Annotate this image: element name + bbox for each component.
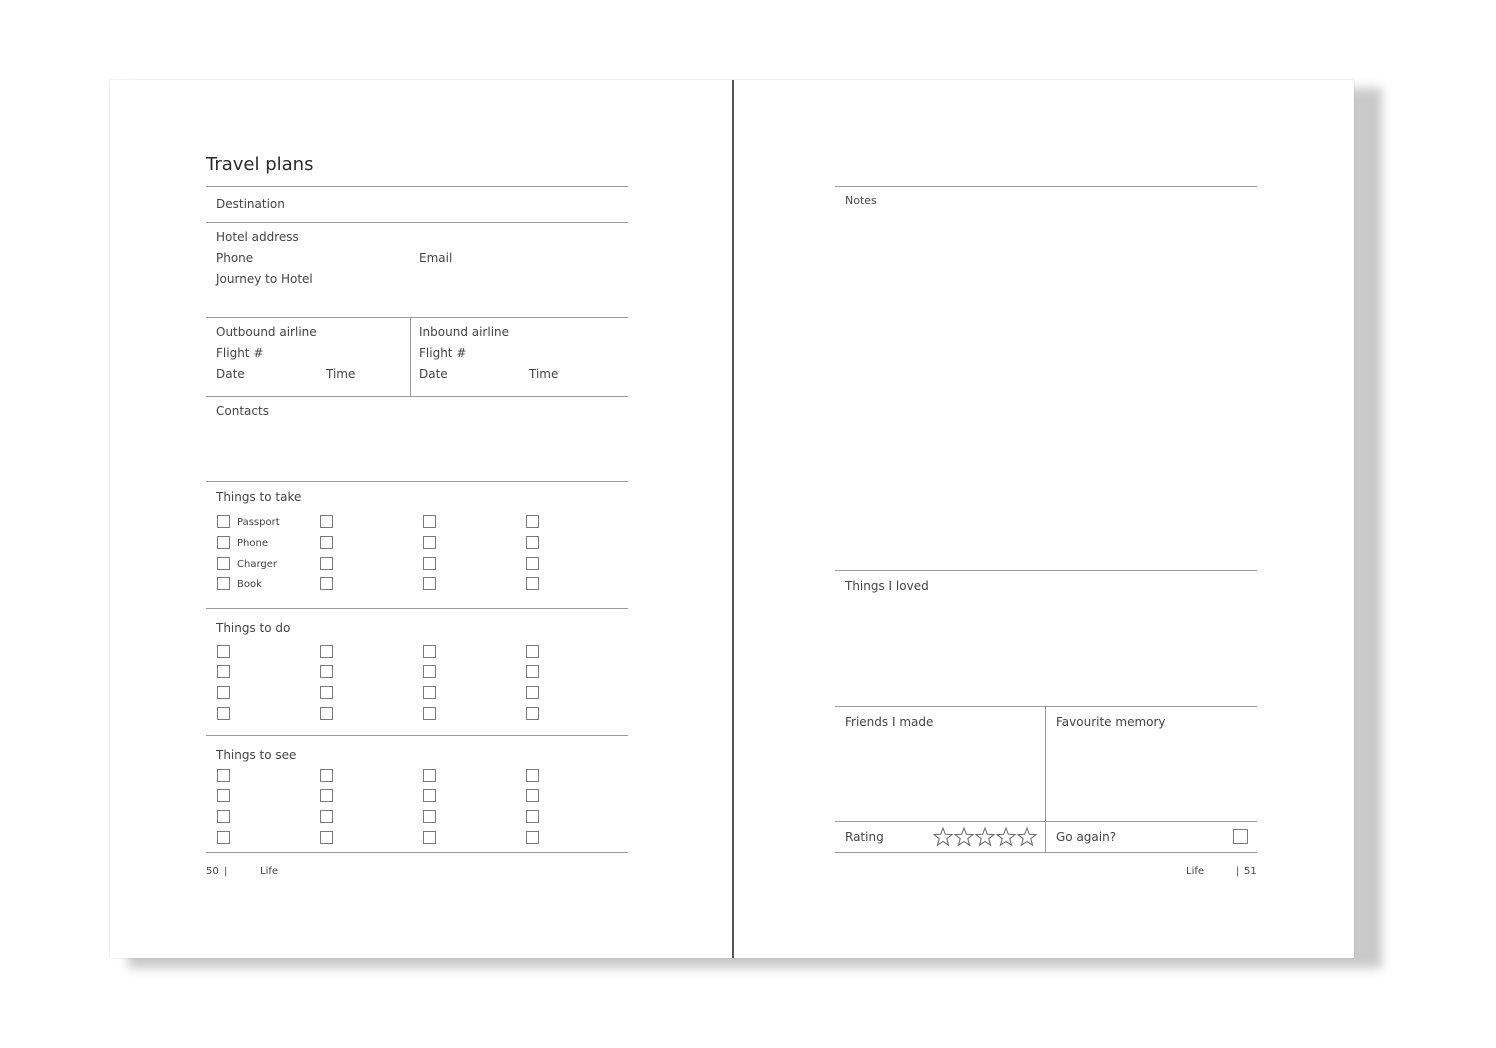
- divider: [835, 570, 1257, 571]
- inbound-time-label: Time: [529, 367, 559, 381]
- rating-star-icon[interactable]: [955, 828, 973, 845]
- things-to-see-label: Things to see: [216, 748, 297, 762]
- notes-label: Notes: [845, 194, 877, 207]
- divider: [835, 706, 1257, 707]
- rating-stars[interactable]: [933, 826, 1039, 848]
- friends-label: Friends I made: [845, 715, 934, 729]
- email-label: Email: [419, 251, 453, 265]
- things-to-take-label: Things to take: [216, 490, 302, 504]
- footer-section: Life: [260, 866, 279, 877]
- outbound-date-label: Date: [216, 367, 245, 381]
- go-again-label: Go again?: [1056, 830, 1117, 844]
- inbound-date-label: Date: [419, 367, 448, 381]
- rating-star-icon[interactable]: [997, 828, 1015, 845]
- rating-star-icon[interactable]: [976, 828, 994, 845]
- destination-label: Destination: [216, 197, 285, 211]
- page-number: 51: [1244, 866, 1257, 877]
- inbound-airline-label: Inbound airline: [419, 325, 510, 339]
- inbound-flight-label: Flight #: [419, 346, 467, 360]
- things-to-do-label: Things to do: [216, 621, 291, 635]
- take-item-charger: Charger: [237, 559, 277, 570]
- divider: [835, 852, 1257, 853]
- outbound-airline-label: Outbound airline: [216, 325, 317, 339]
- hotel-address-label: Hotel address: [216, 230, 299, 244]
- footer-separator: |: [224, 866, 228, 877]
- footer-separator: |: [1236, 866, 1240, 877]
- page-title: Travel plans: [206, 154, 314, 175]
- footer-section: Life: [1186, 866, 1205, 877]
- outbound-time-label: Time: [326, 367, 356, 381]
- take-item-book: Book: [237, 579, 262, 590]
- rating-label: Rating: [845, 830, 884, 844]
- outbound-flight-label: Flight #: [216, 346, 264, 360]
- friends-memory-divider: [1045, 706, 1046, 852]
- phone-label: Phone: [216, 251, 254, 265]
- journey-label: Journey to Hotel: [216, 272, 313, 286]
- go-again-checkbox[interactable]: [1233, 829, 1248, 844]
- divider: [835, 186, 1257, 187]
- right-page: [110, 80, 1354, 958]
- things-loved-label: Things I loved: [845, 579, 929, 593]
- divider: [835, 821, 1257, 822]
- rating-star-icon[interactable]: [1018, 828, 1036, 845]
- planner-spread: [110, 80, 1354, 958]
- contacts-label: Contacts: [216, 404, 269, 418]
- page-number: 50: [206, 866, 219, 877]
- rating-star-icon[interactable]: [934, 828, 952, 845]
- memory-label: Favourite memory: [1056, 715, 1166, 729]
- take-item-phone: Phone: [237, 538, 268, 549]
- take-item-passport: Passport: [237, 517, 280, 528]
